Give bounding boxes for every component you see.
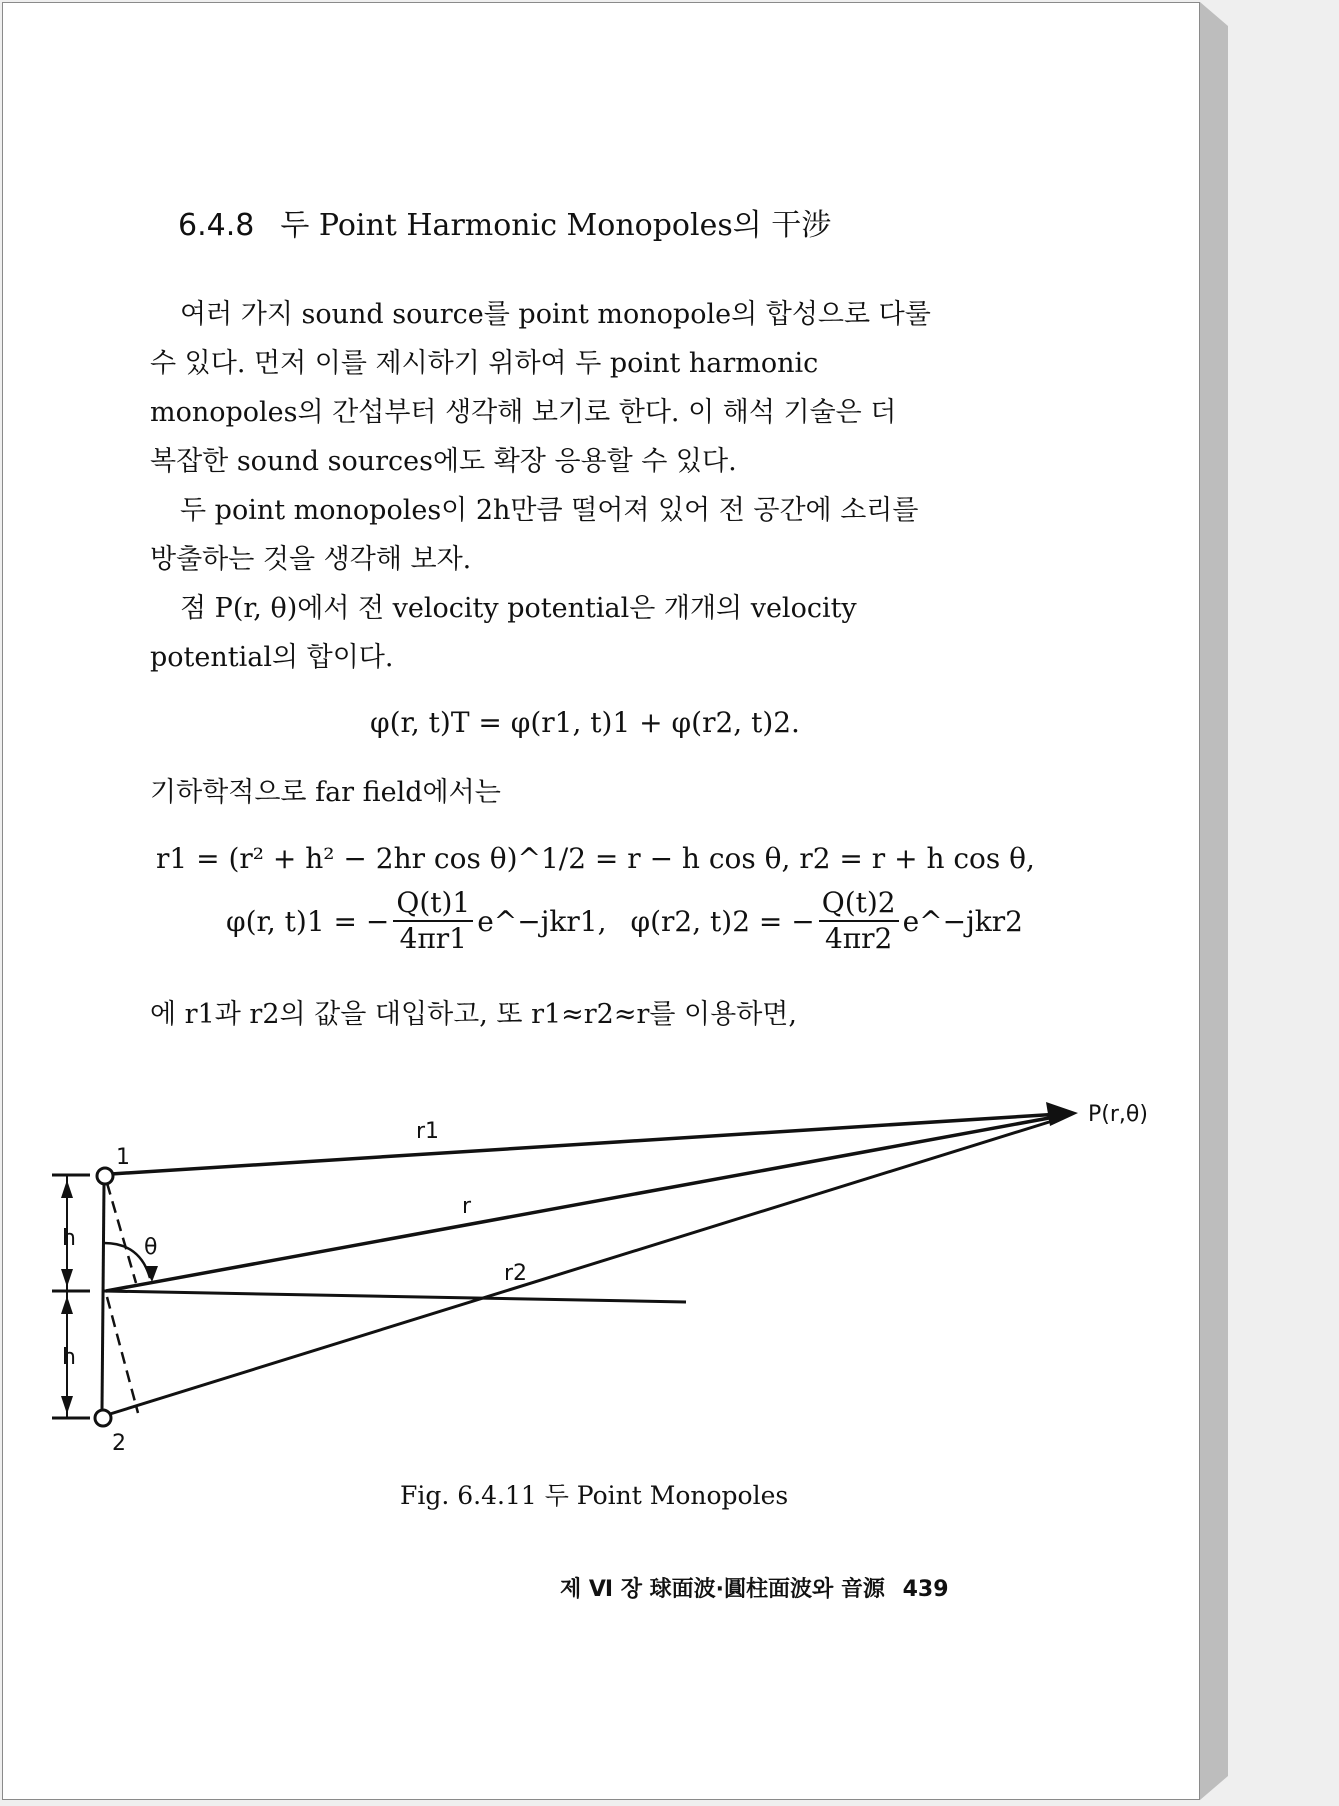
arrow-up-icon — [61, 1180, 73, 1198]
line-r1 — [111, 1114, 1060, 1174]
label-source-2: 2 — [112, 1431, 126, 1456]
text-line: 복잡한 sound sources에도 확장 응용할 수 있다. — [150, 446, 737, 477]
label-source-1: 1 — [116, 1145, 130, 1170]
label-r2: r2 — [504, 1261, 528, 1286]
figure-caption: Fig. 6.4.11 두 Point Monopoles — [400, 1481, 789, 1510]
arrow-down-icon — [61, 1396, 73, 1414]
page-number: 439 — [902, 1577, 949, 1602]
label-r1: r1 — [416, 1119, 440, 1144]
chapter-title: 제 Ⅵ 장 球面波·圓柱面波와 音源 — [560, 1577, 885, 1602]
label-r: r — [462, 1194, 472, 1219]
line-r2 — [110, 1118, 1062, 1414]
text-line: 점 P(r, θ)에서 전 velocity potential은 개개의 velocity — [180, 593, 857, 624]
text-line: potential의 합이다. — [150, 642, 394, 673]
phi2-denominator: 4πr2 — [824, 922, 893, 955]
dashed-projection-2 — [107, 1297, 138, 1413]
text-line: monopoles의 간섭부터 생각해 보기로 한다. 이 해석 기술은 더 — [150, 397, 897, 428]
arrow-down-icon — [61, 1269, 73, 1287]
equation-sum: φ(r, t)T = φ(r1, t)1 + φ(r2, t)2. — [370, 706, 800, 739]
substitution-text: 에 r1과 r2의 값을 대입하고, 또 r1≈r2≈r를 이용하면, — [150, 999, 797, 1030]
text-line: 여러 가지 sound source를 point monopole의 합성으로 다룰 — [180, 299, 931, 330]
text-line: 두 point monopoles이 2h만큼 떨어져 있어 전 공간에 소리를 — [180, 495, 919, 526]
phi2-exponential: e^−jkr2 — [902, 904, 1023, 938]
source-1-circle — [97, 1168, 113, 1184]
line-r — [106, 1116, 1060, 1291]
phi2-numerator: Q(t)2 — [819, 886, 899, 922]
page-footer — [560, 1572, 959, 1603]
source-2-circle — [95, 1410, 111, 1426]
section-title: 두 Point Harmonic Monopoles의 干涉 — [280, 208, 832, 243]
text-line: 수 있다. 먼저 이를 제시하기 위하여 두 point harmonic — [150, 348, 819, 379]
text-line: 방출하는 것을 생각해 보자. — [150, 544, 472, 575]
label-point-p: P(r,θ) — [1088, 1102, 1148, 1127]
label-theta: θ — [144, 1235, 158, 1260]
label-h-lower: h — [62, 1345, 76, 1370]
far-field-intro: 기하학적으로 far field에서는 — [150, 777, 501, 808]
phi2-lhs: φ(r2, t)2 = − — [630, 904, 815, 938]
phi1-lhs: φ(r, t)1 = − — [226, 904, 390, 938]
label-h-upper: h — [62, 1226, 76, 1251]
section-number: 6.4.8 — [178, 208, 255, 243]
arrowhead-icon — [1046, 1102, 1078, 1126]
baseline — [104, 1291, 686, 1302]
dashed-projection-1 — [107, 1183, 136, 1283]
phi1-denominator: 4πr1 — [399, 922, 467, 955]
phi1-exponential: e^−jkr1, — [477, 904, 607, 938]
equation-distances: r1 = (r² + h² − 2hr cos θ)^1/2 = r − h cos θ, r2 = r + h cos θ, — [156, 842, 1035, 875]
axis-line — [102, 1183, 104, 1410]
arrow-up-icon — [61, 1296, 73, 1314]
theta-arrow-icon — [144, 1266, 158, 1282]
phi1-numerator: Q(t)1 — [393, 886, 473, 922]
